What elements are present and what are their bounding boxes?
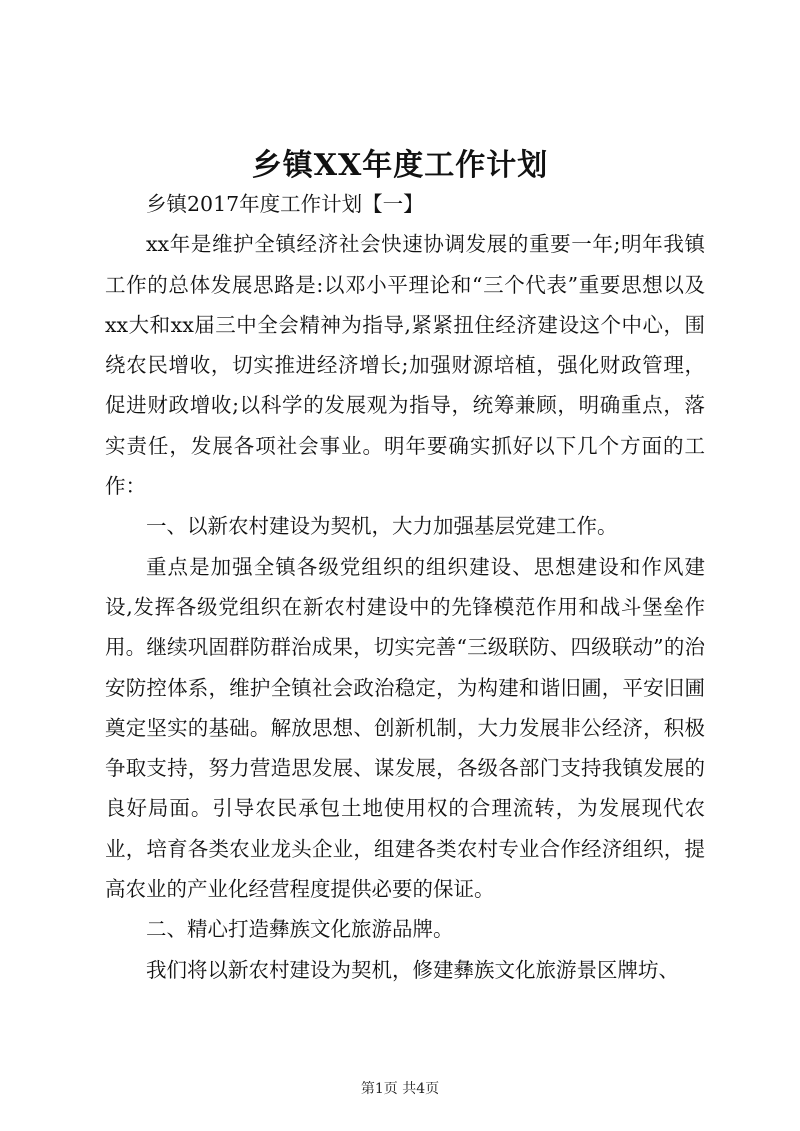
paragraph-section-2: 我们将以新农村建设为契机，修建彝族文化旅游景区牌坊、 <box>146 957 679 982</box>
section-heading-1: 一、以新农村建设为契机，大力加强基层党建工作。 <box>146 514 618 539</box>
paragraph-section-1: 重点是加强全镇各级党组织的组织建设、思想建设和作风建设,发挥各级党组织在新农村建设中的先锋模范作用和战斗堡垒作用。继续巩固群防群治成果，切实完善“三级联防、四级联动”的治安防控体系，维护全镇社会政治稳定，为构建和谐旧圃，平安旧圃奠定坚实的基础。解放思想、创新机制，大力发展非公经济，积极争取支持，努力营造思发展、谋发展，各级各部门支持我镇发展的良好局面。引导农民承包土地使用权的合理流转，为发展现代农业，培育各类农业龙头企业，组建各类农村专业合作经济组织，提高农业的产业化经营程度提供必要的保证。 <box>105 554 705 902</box>
section-heading-2: 二、精心打造彝族文化旅游品牌。 <box>146 917 454 942</box>
document-title: 乡镇XX年度工作计划 <box>251 148 549 183</box>
document-body <box>105 184 705 990</box>
paragraph-intro: xx年是维护全镇经济社会快速协调发展的重要一年;明年我镇工作的总体发展思路是:以邓小平理论和“三个代表”重要思想以及xx大和xx届三中全会精神为指导,紧紧扭住经济建设这个中心，围绕农民增收，切实推进经济增长;加强财源培植，强化财政管理，促进财政增收;以科学的发展观为指导，统筹兼顾，明确重点，落实责任，发展各项社会事业。明年要确实抓好以下几个方面的工作： <box>105 232 705 499</box>
paragraph-subtitle: 乡镇2017年度工作计划【一】 <box>146 192 424 216</box>
page-footer: 第1页 共4页 <box>360 1081 440 1097</box>
